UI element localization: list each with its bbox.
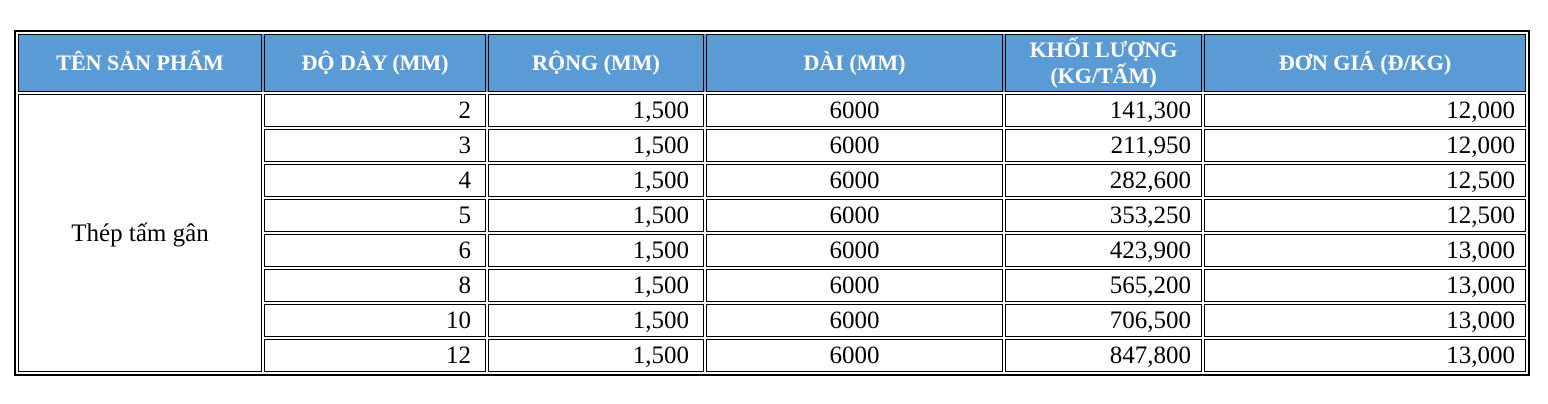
column-header-width: RỘNG (MM)	[488, 34, 704, 92]
thickness-cell: 3	[264, 129, 486, 162]
width-cell: 1,500	[488, 269, 704, 302]
column-header-product: TÊN SẢN PHẨM	[18, 34, 262, 92]
price-cell: 13,000	[1204, 304, 1526, 337]
thickness-cell: 5	[264, 199, 486, 232]
width-cell: 1,500	[488, 234, 704, 267]
table-body	[18, 94, 1526, 372]
length-cell: 6000	[706, 269, 1003, 302]
width-cell: 1,500	[488, 129, 704, 162]
length-cell: 6000	[706, 94, 1003, 127]
price-cell: 12,500	[1204, 164, 1526, 197]
column-header-price: ĐƠN GIÁ (Đ/KG)	[1204, 34, 1526, 92]
length-cell: 6000	[706, 199, 1003, 232]
price-cell: 12,000	[1204, 129, 1526, 162]
price-cell: 13,000	[1204, 234, 1526, 267]
price-cell: 12,000	[1204, 94, 1526, 127]
weight-cell: 847,800	[1005, 339, 1202, 372]
price-cell: 12,500	[1204, 199, 1526, 232]
weight-cell: 423,900	[1005, 234, 1202, 267]
table-header-row	[18, 34, 1526, 92]
weight-cell: 353,250	[1005, 199, 1202, 232]
thickness-cell: 4	[264, 164, 486, 197]
length-cell: 6000	[706, 234, 1003, 267]
weight-cell: 706,500	[1005, 304, 1202, 337]
weight-cell: 141,300	[1005, 94, 1202, 127]
weight-cell: 211,950	[1005, 129, 1202, 162]
weight-cell: 565,200	[1005, 269, 1202, 302]
width-cell: 1,500	[488, 164, 704, 197]
length-cell: 6000	[706, 129, 1003, 162]
width-cell: 1,500	[488, 339, 704, 372]
length-cell: 6000	[706, 164, 1003, 197]
weight-cell: 282,600	[1005, 164, 1202, 197]
price-cell: 13,000	[1204, 339, 1526, 372]
thickness-cell: 10	[264, 304, 486, 337]
width-cell: 1,500	[488, 94, 704, 127]
thickness-cell: 12	[264, 339, 486, 372]
steel-price-table	[14, 30, 1530, 376]
length-cell: 6000	[706, 339, 1003, 372]
thickness-cell: 6	[264, 234, 486, 267]
length-cell: 6000	[706, 304, 1003, 337]
thickness-cell: 2	[264, 94, 486, 127]
column-header-weight: KHỐI LƯỢNG (KG/TẤM)	[1005, 34, 1202, 92]
thickness-cell: 8	[264, 269, 486, 302]
column-header-length: DÀI (MM)	[706, 34, 1003, 92]
width-cell: 1,500	[488, 199, 704, 232]
product-name-cell: Thép tấm gân	[18, 94, 262, 372]
price-cell: 13,000	[1204, 269, 1526, 302]
width-cell: 1,500	[488, 304, 704, 337]
column-header-thickness: ĐỘ DÀY (MM)	[264, 34, 486, 92]
